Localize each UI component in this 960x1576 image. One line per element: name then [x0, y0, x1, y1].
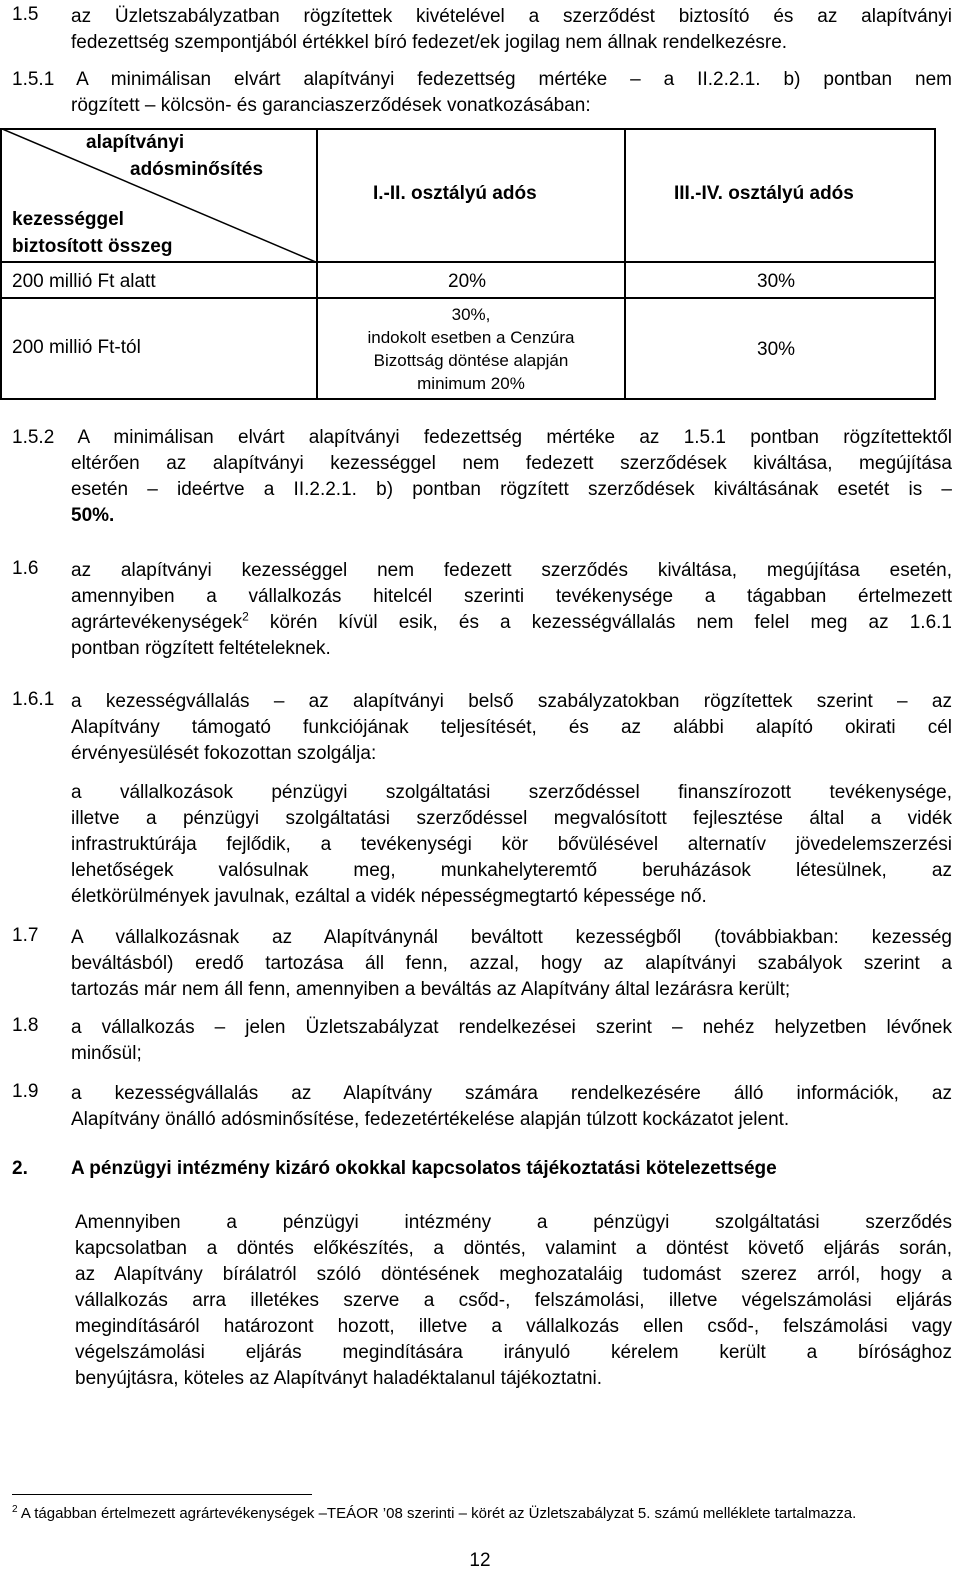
footnote-text: A tágabban értelmezett agrártevékenységek –TEÁOR ’08 szerinti – körét az Üzletszabályzat 5. számú melléklete tartalmazza.	[20, 1505, 857, 1522]
section-heading: A pénzügyi intézmény kizáró okokkal kapcsolatos tájékoztatási kötelezettsége	[71, 1158, 777, 1179]
footnote-divider	[12, 1494, 312, 1495]
corner-top-label: adósminősítés	[130, 159, 264, 180]
section-1-5-1: 1.5.1 A minimálisan elvárt alapítványi fedezettség mértéke – a II.2.2.1. b) pontban nem rögzített – kölcsön- és garanciaszerződések vonatkozásában:	[12, 69, 952, 116]
footnote	[12, 1505, 952, 1522]
section-number: 1.9	[12, 1081, 39, 1102]
table-cell: 30%	[624, 297, 936, 400]
section-text: Amennyiben a pénzügyi intézmény a pénzügyi szolgáltatási szerződés kapcsolatban a döntés előkészítés, a döntés, valamint a döntést követő eljárás során, az Alapítvány bírálatról szóló döntésének meghozataláig tudomást szerez arról, hogy a vállalkozás arra illetékes szerve a csőd-, felszámolási, illetve végelszámolási eljárás megindításáról határozont hozott, illetve a vállalkozás ellen csőd-, felszámolási vagy végelszámolási eljárás megindítására irányuló kérelem került a bírósághoz benyújtásra, köteles az Alapítványt haladéktalanul tájékoztatni.	[75, 1212, 952, 1389]
corner-top-label: alapítványi	[86, 132, 185, 153]
table-header-col1: I.-II. osztályú adós	[316, 128, 626, 263]
page-number: 12	[469, 1550, 491, 1571]
section-number: 1.8	[12, 1015, 39, 1036]
corner-bottom-label: biztosított összeg	[12, 236, 173, 257]
table-corner-cell	[0, 128, 318, 263]
corner-bottom-label: kezességgel	[12, 209, 124, 230]
footnote-ref: 2	[242, 609, 249, 624]
purpose-paragraph: a vállalkozások pénzügyi szolgáltatási szerződéssel finanszírozott tevékenysége, illetve a pénzügyi szolgáltatási szerződéssel megvalósított fejlesztése által a vidék infrastruktúrája fejlődik, a tevékenységi kör bővülésével alternatív jövedelemszerzési lehetőségek valósulnak meg, munkahelyteremtő beruházások létesülnek, az életkörülmények javulnak, ezáltal a vidék népességmegtartó képessége nő.	[71, 782, 952, 907]
coverage-table	[0, 128, 936, 400]
section-number: 1.6.1	[12, 689, 55, 710]
table-row-label: 200 millió Ft-tól	[0, 297, 318, 400]
table-cell: 30%, indokolt esetben a Cenzúra Bizottság döntése alapján minimum 20%	[316, 297, 626, 400]
footnote-mark: 2	[12, 1504, 18, 1515]
table-cell: 30%	[624, 261, 936, 299]
table-header-col2: III.-IV. osztályú adós	[624, 128, 936, 263]
section-number: 1.5	[12, 4, 39, 25]
table-cell: 20%	[316, 261, 626, 299]
section-text: az Üzletszabályzatban rögzítettek kivételével a szerződést biztosító és az alapítványi fedezettség szempontjából értékkel bíró fedezet/ek jogilag nem állnak rendelkezésre.	[71, 6, 952, 53]
section-number: 2.	[12, 1158, 28, 1179]
table-row-label: 200 millió Ft alatt	[0, 261, 318, 299]
section-number: 1.7	[12, 925, 39, 946]
section-number: 1.6	[12, 558, 39, 579]
